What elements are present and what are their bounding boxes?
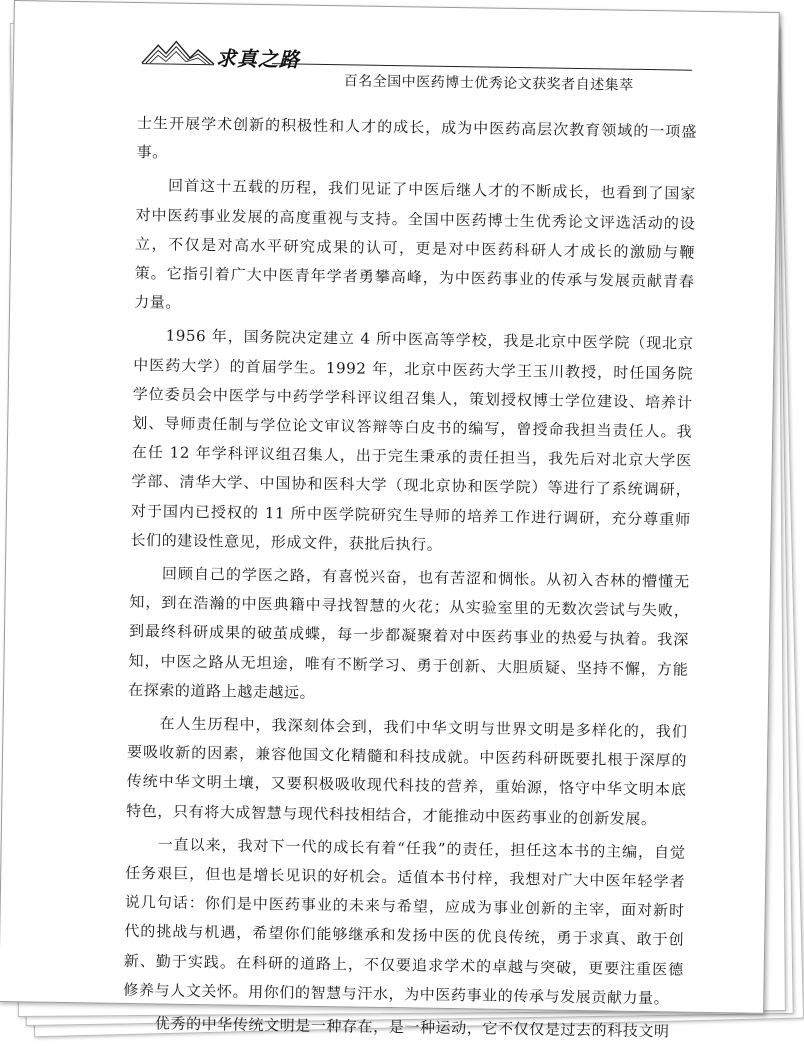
header-divider <box>272 63 692 71</box>
book-title: 百名全国中医药博士优秀论文获奖者自述集萃 <box>343 73 634 94</box>
paragraph: 1956 年，国务院决定建立 4 所中医高等学校，我是北京中医学院（现北京中医药大学）的首届学生。1992 年，北京中医药大学王玉川教授，时任国务院学位委员会中医学与中药学学科评议组召集人，策划授权博士学位建设、培养计划、导师责任制与学位论文审议答辩等白皮书的编写，曾授命我担当责任人。我在任 12 年学科评议组召集人，出于完生秉承的责任担当，我先后对北京大学医学部、清华大学、中国协和医科大学（现北京协和医学院）等进行了系统调研，对于国内已授权的 11 所中医学院研究生导师的培养工作进行调研，充分尊重师长们的建设性意见，形成文件，获批后执行。 <box>130 326 694 554</box>
paragraph: 在人生历程中，我深刻体会到，我们中华文明与世界文明是多样化的，我们要吸收新的因素，兼容他国文化精髓和科技成就。中医药科研既要扎根于深厚的传统中华文明土壤，又要积极吸收现代科技的营养，重始源，恪守中华文明本底特色，只有将大成智慧与现代科技相结合，才能推动中医药事业的创新发展。 <box>126 714 688 828</box>
body-text <box>123 109 698 1047</box>
mountain-icon <box>142 39 214 66</box>
series-title: 求真之路 <box>215 46 301 72</box>
paragraph: 优秀的中华传统文明是一种存在，是一种运动，它不仅仅是过去的科技文明 <box>154 1014 670 1041</box>
paragraph: 回顾自己的学医之路，有喜悦兴奋，也有苦涩和惆怅。从初入杏林的懵懂无知，到在浩瀚的中医典籍中寻找智慧的火花；从实验室里的无数次尝试与失败，到最终科研成果的破茧成蝶，每一步都凝聚着对中医药事业的热爱与执着。我深知，中医之路从无坦途，唯有不断学习、勇于创新、大胆质疑、坚持不懈，方能在探索的道路上越走越远。 <box>127 564 691 702</box>
paragraph: 一直以来，我对下一代的成长有着“任我”的责任，担任这本书的主编，自觉任务艰巨，但也是增长见识的好机会。适值本书付梓，我想对广大中医年轻学者说几句话：你们是中医药事业的未来与希望，应成为事业创新的主宰，面对新时代的挑战与机遇，希望你们能够继承和发扬中医的优良传统，勇于求真、敢于创新、勤于实践。在科研的道路上，不仅要追求学术的卓越与突破，更要注重医德修养与人文关怀。用你们的智慧与汗水，为中医药事业的传承与发展贡献力量。 <box>123 835 686 1008</box>
paragraph: 士生开展学术创新的积极性和人才的成长，成为中医药高层次教育领域的一项盛事。 <box>136 113 698 162</box>
page-header <box>14 1 779 93</box>
paragraph: 回首这十五载的历程，我们见证了中医后继人才的不断成长，也看到了国家对中医药事业发展的高度重视与支持。全国中医药博士生优秀论文评选活动的设立，不仅是对高水平研究成果的认可，更是对中医药科研人才成长的激励与鞭策。它指引着广大中医青年学者勇攀高峰，为中医药事业的传承与发展贡献青春力量。 <box>134 176 697 312</box>
